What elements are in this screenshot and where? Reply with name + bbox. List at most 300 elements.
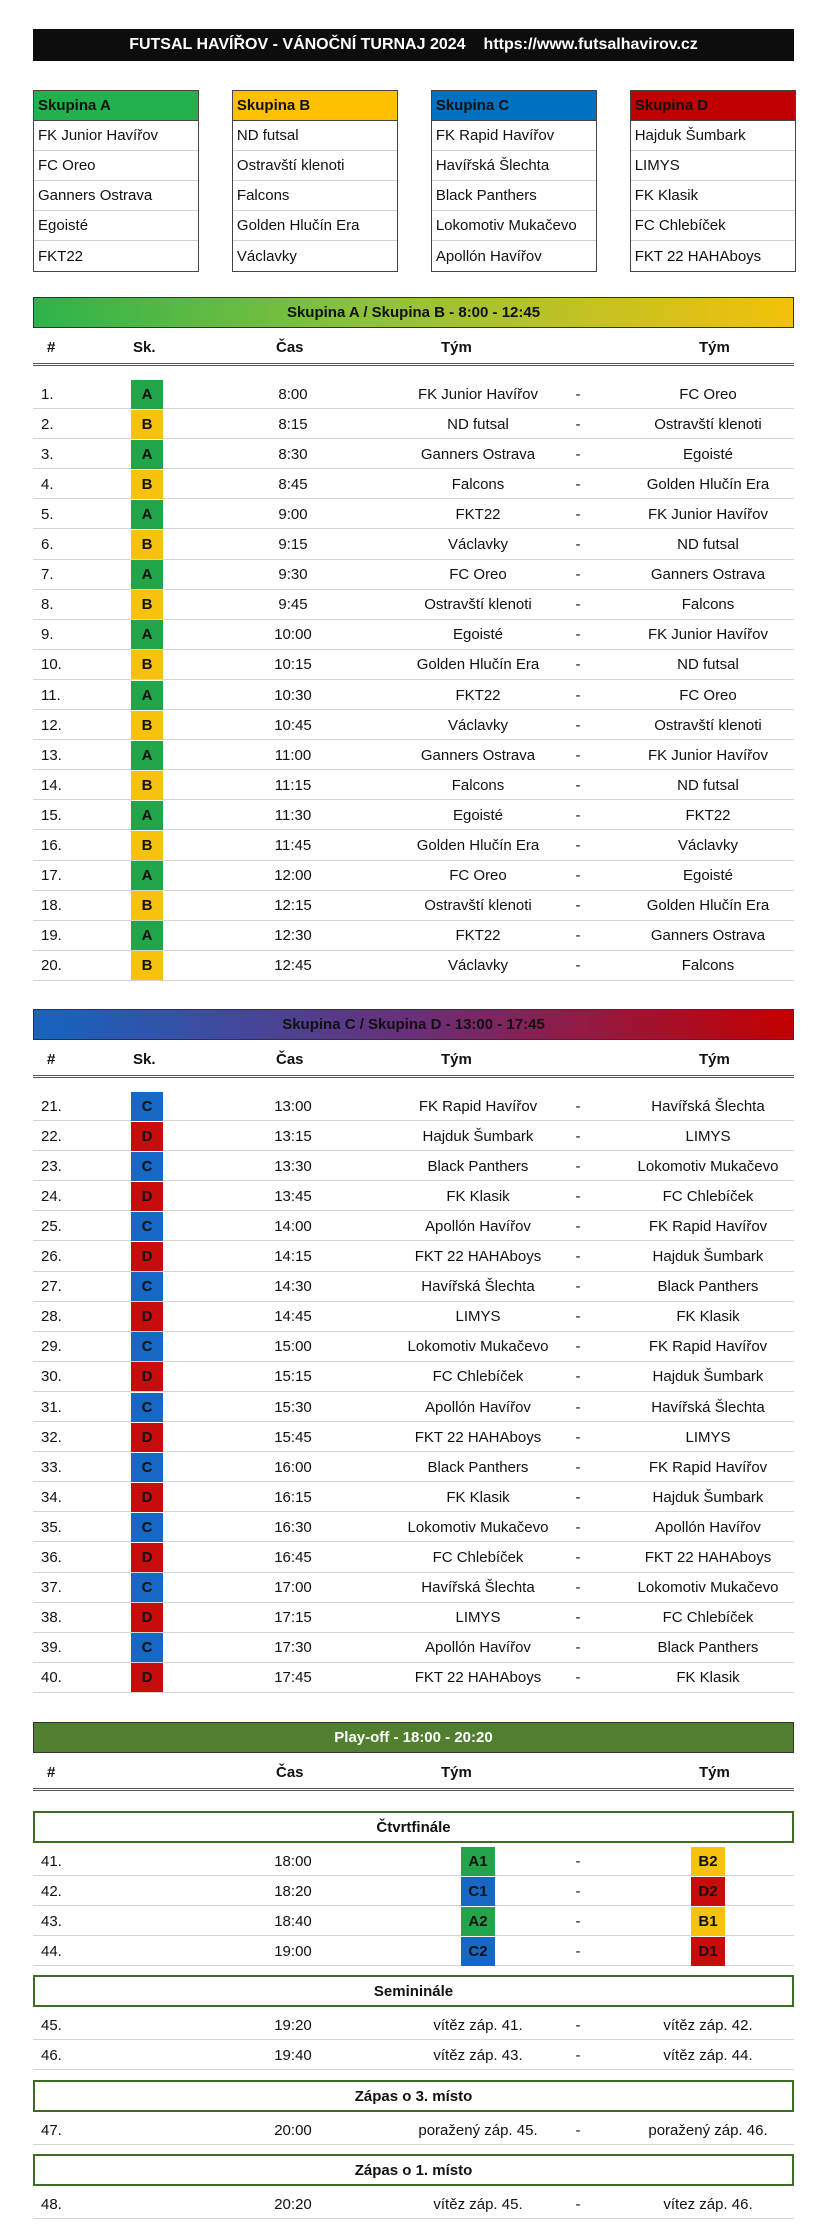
- away-team: Havířská Šlechta: [651, 1398, 765, 1416]
- group-badge: C: [131, 1212, 163, 1241]
- match-row: [33, 1452, 794, 1482]
- seed-badge: A1: [461, 1847, 495, 1876]
- match-time: 17:45: [274, 1669, 312, 1687]
- home-team: Black Panthers: [427, 1157, 529, 1175]
- match-group: [131, 1272, 163, 1302]
- home-team: vítěz záp. 45.: [433, 2195, 523, 2213]
- match-row: [33, 2189, 794, 2219]
- match-number: 3.: [41, 445, 54, 463]
- match-time: 9:30: [278, 566, 308, 584]
- away-team: poražený záp. 46.: [648, 2121, 768, 2139]
- match-group: [131, 1242, 163, 1272]
- match-time: 18:00: [274, 1852, 312, 1870]
- match-group: [131, 1302, 163, 1332]
- away-team: Ostravští klenoti: [654, 415, 762, 433]
- match-number: 16.: [41, 837, 62, 854]
- match-time: 12:30: [274, 927, 312, 945]
- match-number: 10.: [41, 656, 62, 674]
- match-time: 9:45: [278, 596, 308, 614]
- vs-dash: -: [575, 1308, 581, 1326]
- match-number: 23.: [41, 1157, 62, 1175]
- vs-dash: -: [575, 2121, 581, 2139]
- home-team: FKT22: [455, 686, 501, 704]
- match-group: [131, 1482, 163, 1512]
- away-team: FC Oreo: [679, 686, 737, 704]
- match-number: 37.: [41, 1579, 62, 1597]
- match-row: [33, 590, 794, 620]
- match-group: [131, 1452, 163, 1482]
- away-team: LIMYS: [685, 1428, 731, 1446]
- group-badge: C: [131, 1272, 163, 1301]
- seed-badge: C1: [461, 1877, 495, 1906]
- home-team: Egoisté: [452, 806, 504, 824]
- seed-badge: D1: [691, 1937, 725, 1966]
- vs-dash: -: [575, 1248, 581, 1265]
- match-group: [131, 1633, 163, 1663]
- vs-dash: -: [575, 1458, 581, 1476]
- away-team: ND futsal: [677, 656, 739, 674]
- away-team: Egoisté: [682, 867, 734, 885]
- match-time: 13:15: [274, 1127, 312, 1145]
- home-team: FC Oreo: [449, 566, 507, 584]
- match-row: [33, 951, 794, 981]
- match-number: 31.: [41, 1398, 62, 1416]
- match-row: [33, 469, 794, 499]
- away-team: ND futsal: [677, 536, 739, 553]
- match-time: 13:00: [274, 1097, 312, 1115]
- match-group: [131, 1573, 163, 1603]
- home-team: Black Panthers: [427, 1458, 529, 1476]
- away-team: Václavky: [677, 837, 739, 854]
- vs-dash: -: [575, 505, 581, 523]
- match-number: 22.: [41, 1127, 62, 1145]
- vs-dash: -: [575, 656, 581, 674]
- home-team: FKT 22 HAHAboys: [414, 1669, 542, 1687]
- stage-title: Zápas o 1. místo: [33, 2154, 794, 2186]
- section-banner: Play-off - 18:00 - 20:20: [33, 1722, 794, 1753]
- vs-dash: -: [575, 1579, 581, 1597]
- away-team: Ganners Ostrava: [650, 927, 766, 945]
- vs-dash: -: [575, 626, 581, 644]
- match-number: 7.: [41, 566, 54, 584]
- match-time: 10:45: [274, 716, 312, 734]
- match-group: [131, 379, 163, 409]
- seed-badge: A2: [461, 1907, 495, 1936]
- home-team: Václavky: [447, 536, 509, 553]
- group-badge: A: [131, 620, 163, 649]
- match-group: [131, 680, 163, 710]
- col-team1: Tým: [441, 1051, 472, 1068]
- away-team: FC Chlebíček: [662, 1187, 754, 1205]
- away-team: FKT22: [685, 806, 731, 824]
- match-group: [131, 1663, 163, 1693]
- match-number: 24.: [41, 1187, 62, 1205]
- match-row: [33, 1332, 794, 1362]
- col-group: Sk.: [133, 1051, 156, 1068]
- match-row: [33, 891, 794, 921]
- match-row: [33, 1936, 794, 1966]
- match-number: 5.: [41, 505, 54, 523]
- away-team: ND futsal: [677, 776, 739, 794]
- match-group: [131, 891, 163, 921]
- group-team: FK Junior Havířov: [34, 121, 198, 151]
- match-number: 12.: [41, 716, 62, 734]
- away-team: FK Klasik: [676, 1308, 740, 1326]
- col-team1: Tým: [441, 1764, 472, 1781]
- match-time: 16:15: [274, 1488, 312, 1506]
- match-time: 15:15: [274, 1368, 312, 1386]
- away-team: Falcons: [681, 596, 735, 614]
- vs-dash: -: [575, 475, 581, 493]
- match-group: [131, 409, 163, 439]
- group-badge: B: [131, 530, 163, 559]
- vs-dash: -: [575, 806, 581, 824]
- away-team: Ostravští klenoti: [654, 716, 762, 734]
- match-number: 8.: [41, 596, 54, 614]
- group-badge: D: [131, 1543, 163, 1572]
- col-group: Sk.: [133, 339, 156, 356]
- match-time: 17:15: [274, 1609, 312, 1627]
- match-time: 20:00: [274, 2121, 312, 2139]
- home-team: ND futsal: [447, 415, 509, 433]
- match-row: [33, 499, 794, 529]
- match-row: [33, 1242, 794, 1272]
- match-number: 4.: [41, 475, 54, 493]
- match-time: 19:00: [274, 1942, 312, 1960]
- home-team: FC Chlebíček: [432, 1549, 524, 1566]
- home-team: Lokomotiv Mukačevo: [407, 1518, 549, 1536]
- match-time: 17:30: [274, 1639, 312, 1657]
- away-team: vítěz záp. 44.: [663, 2046, 753, 2064]
- away-team: Ganners Ostrava: [650, 566, 766, 584]
- group-team: Hajduk Šumbark: [631, 121, 795, 151]
- match-number: 44.: [41, 1942, 62, 1960]
- vs-dash: -: [575, 1882, 581, 1900]
- group-team: FK Rapid Havířov: [432, 121, 596, 151]
- group-badge: C: [131, 1393, 163, 1422]
- col-team2: Tým: [699, 1764, 730, 1781]
- group-team: FKT22: [38, 247, 84, 265]
- match-number: 43.: [41, 1912, 62, 1930]
- match-row: [33, 1181, 794, 1211]
- vs-dash: -: [575, 566, 581, 584]
- match-number: 28.: [41, 1308, 62, 1326]
- match-time: 15:30: [274, 1398, 312, 1416]
- stage-title: Semininále: [33, 1975, 794, 2007]
- match-row: [33, 620, 794, 650]
- match-group: [131, 831, 163, 861]
- group-badge: A: [131, 500, 163, 529]
- match-row: [33, 921, 794, 951]
- home-team: Golden Hlučín Era: [416, 656, 540, 674]
- match-group: [131, 620, 163, 650]
- col-num: #: [47, 1051, 56, 1068]
- match-row: [33, 1121, 794, 1151]
- home-team: Ganners Ostrava: [420, 746, 536, 764]
- group-badge: B: [131, 831, 163, 860]
- away-team: FK Rapid Havířov: [648, 1338, 768, 1356]
- group-badge: A: [131, 741, 163, 770]
- match-row: [33, 1482, 794, 1512]
- match-row: [33, 1633, 794, 1663]
- match-number: 6.: [41, 536, 54, 553]
- match-number: 42.: [41, 1882, 62, 1900]
- home-team: Apollón Havířov: [425, 1639, 531, 1657]
- match-row: [33, 2040, 794, 2070]
- match-number: 1.: [41, 385, 54, 403]
- group-team: Ostravští klenoti: [233, 151, 397, 181]
- match-time: 9:00: [278, 505, 308, 523]
- group-header: Skupina B: [233, 91, 397, 121]
- match-group: [131, 710, 163, 740]
- away-team: FC Chlebíček: [662, 1609, 754, 1627]
- away-team: [613, 1876, 803, 1906]
- group-team: Ganners Ostrava: [34, 181, 198, 211]
- match-row: [33, 861, 794, 891]
- match-row: [33, 2010, 794, 2040]
- col-num: #: [47, 1764, 56, 1781]
- group-team: FC Chlebíček: [631, 211, 795, 241]
- away-team: Black Panthers: [657, 1639, 759, 1657]
- match-number: 36.: [41, 1549, 62, 1566]
- match-group: [131, 469, 163, 499]
- vs-dash: -: [575, 1157, 581, 1175]
- match-time: 10:30: [274, 686, 312, 704]
- match-row: [33, 439, 794, 469]
- column-header-row: [33, 1040, 794, 1078]
- away-team: Egoisté: [682, 445, 734, 463]
- match-number: 34.: [41, 1488, 62, 1506]
- match-row: [33, 1151, 794, 1181]
- vs-dash: -: [575, 2195, 581, 2213]
- away-team: Golden Hlučín Era: [646, 897, 770, 915]
- vs-dash: -: [575, 716, 581, 734]
- home-team: FC Oreo: [449, 867, 507, 885]
- match-number: 29.: [41, 1338, 62, 1356]
- match-number: 32.: [41, 1428, 62, 1446]
- vs-dash: -: [575, 536, 581, 553]
- home-team: Apollón Havířov: [425, 1398, 531, 1416]
- away-team: FK Junior Havířov: [647, 746, 769, 764]
- section-banner: Skupina C / Skupina D - 13:00 - 17:45: [33, 1009, 794, 1040]
- match-time: 10:15: [274, 656, 312, 674]
- home-team: FKT 22 HAHAboys: [414, 1428, 542, 1446]
- home-team: FK Klasik: [446, 1488, 510, 1506]
- group-badge: D: [131, 1122, 163, 1151]
- group-team: Black Panthers: [432, 181, 596, 211]
- home-team: Golden Hlučín Era: [416, 837, 540, 854]
- match-row: [33, 1211, 794, 1241]
- match-row: [33, 1573, 794, 1603]
- group-team: FK Klasik: [631, 181, 795, 211]
- tournament-title-bar: [33, 29, 794, 61]
- seed-badge: B1: [691, 1907, 725, 1936]
- stage-title: Čtvrtfinále: [33, 1811, 794, 1843]
- vs-dash: -: [575, 686, 581, 704]
- match-row: [33, 800, 794, 830]
- match-time: 8:45: [278, 475, 308, 493]
- seed-badge: B2: [691, 1847, 725, 1876]
- match-row: [33, 1392, 794, 1422]
- match-group: [131, 861, 163, 891]
- away-team: Falcons: [681, 957, 735, 975]
- match-group: [131, 1422, 163, 1452]
- group-box: [33, 90, 199, 272]
- group-badge: D: [131, 1242, 163, 1271]
- match-group: [131, 770, 163, 800]
- match-time: 8:30: [278, 445, 308, 463]
- home-team: FK Rapid Havířov: [418, 1097, 538, 1115]
- vs-dash: -: [575, 1639, 581, 1657]
- vs-dash: -: [575, 385, 581, 403]
- col-team1: Tým: [441, 339, 472, 356]
- column-header-row: [33, 328, 794, 366]
- col-team2: Tým: [699, 1051, 730, 1068]
- home-team: FKT 22 HAHAboys: [414, 1248, 542, 1265]
- vs-dash: -: [575, 445, 581, 463]
- vs-dash: -: [575, 927, 581, 945]
- match-row: [33, 1302, 794, 1332]
- vs-dash: -: [575, 1278, 581, 1296]
- match-group: [131, 560, 163, 590]
- match-group: [131, 1362, 163, 1392]
- away-team: Black Panthers: [657, 1278, 759, 1296]
- away-team: [613, 1846, 803, 1876]
- group-badge: C: [131, 1453, 163, 1482]
- match-group: [131, 921, 163, 951]
- match-number: 35.: [41, 1518, 62, 1536]
- home-team: vítěz záp. 43.: [433, 2046, 523, 2064]
- group-box: [232, 90, 398, 272]
- home-team: LIMYS: [455, 1308, 501, 1326]
- group-team: ND futsal: [233, 121, 397, 151]
- match-group: [131, 439, 163, 469]
- vs-dash: -: [575, 1338, 581, 1356]
- group-badge: C: [131, 1332, 163, 1361]
- match-row: [33, 831, 794, 861]
- group-team: Lokomotiv Mukačevo: [432, 211, 596, 241]
- match-number: 26.: [41, 1248, 62, 1265]
- group-badge: B: [131, 590, 163, 619]
- group-badge: A: [131, 440, 163, 469]
- match-number: 39.: [41, 1639, 62, 1657]
- group-badge: B: [131, 650, 163, 679]
- group-badge: B: [131, 410, 163, 439]
- match-number: 11.: [41, 686, 61, 704]
- match-number: 13.: [41, 746, 62, 764]
- home-team: FKT22: [455, 927, 501, 945]
- match-row: [33, 560, 794, 590]
- group-badge: B: [131, 771, 163, 800]
- group-badge: C: [131, 1633, 163, 1662]
- home-team: Ostravští klenoti: [424, 897, 532, 915]
- match-row: [33, 1876, 794, 1906]
- group-team: Havířská Šlechta: [432, 151, 596, 181]
- home-team: FKT22: [455, 505, 501, 523]
- match-time: 18:40: [274, 1912, 312, 1930]
- match-time: 15:45: [274, 1428, 312, 1446]
- match-time: 19:40: [274, 2046, 312, 2064]
- match-row: [33, 1603, 794, 1633]
- match-group: [131, 800, 163, 830]
- match-number: 46.: [41, 2046, 62, 2064]
- match-row: [33, 379, 794, 409]
- match-row: [33, 1272, 794, 1302]
- home-team: Ganners Ostrava: [420, 445, 536, 463]
- group-badge: A: [131, 801, 163, 830]
- match-group: [131, 1603, 163, 1633]
- match-group: [131, 1211, 163, 1241]
- away-team: FC Oreo: [679, 385, 737, 403]
- vs-dash: -: [575, 596, 581, 614]
- away-team: Hajduk Šumbark: [652, 1488, 764, 1506]
- group-team: Golden Hlučín Era: [233, 211, 397, 241]
- match-row: [33, 1362, 794, 1392]
- section-banner: Skupina A / Skupina B - 8:00 - 12:45: [33, 297, 794, 328]
- match-row: [33, 1663, 794, 1693]
- away-team: vítěz záp. 42.: [663, 2016, 753, 2034]
- match-group: [131, 951, 163, 981]
- match-number: 48.: [41, 2195, 62, 2213]
- match-time: 18:20: [274, 1882, 312, 1900]
- match-time: 10:00: [274, 626, 312, 644]
- group-badge: B: [131, 470, 163, 499]
- match-row: [33, 1543, 794, 1573]
- group-badge: B: [131, 951, 163, 980]
- match-time: 11:00: [274, 746, 312, 764]
- col-time: Čas: [276, 339, 304, 356]
- match-number: 40.: [41, 1669, 62, 1687]
- home-team: Havířská Šlechta: [421, 1579, 535, 1597]
- match-number: 25.: [41, 1217, 62, 1235]
- group-badge: C: [131, 1152, 163, 1181]
- match-group: [131, 650, 163, 680]
- home-team: Václavky: [447, 716, 509, 734]
- match-group: [131, 1151, 163, 1181]
- group-badge: A: [131, 861, 163, 890]
- vs-dash: -: [575, 415, 581, 433]
- match-time: 15:00: [274, 1338, 312, 1356]
- group-team: Apollón Havířov: [435, 247, 542, 265]
- group-badge: C: [131, 1513, 163, 1542]
- away-team: FK Junior Havířov: [647, 626, 769, 644]
- home-team: FC Chlebíček: [432, 1368, 524, 1386]
- away-team: LIMYS: [685, 1127, 731, 1145]
- match-time: 14:00: [274, 1217, 312, 1235]
- group-team: Egoisté: [34, 211, 198, 241]
- col-team2: Tým: [699, 339, 730, 356]
- match-time: 16:00: [274, 1458, 312, 1476]
- match-number: 45.: [41, 2016, 62, 2034]
- match-group: [131, 1121, 163, 1151]
- match-number: 15.: [41, 806, 62, 824]
- group-team: LIMYS: [631, 151, 795, 181]
- group-badge: D: [131, 1603, 163, 1632]
- vs-dash: -: [575, 1669, 581, 1687]
- match-time: 17:00: [274, 1579, 312, 1597]
- match-row: [33, 1422, 794, 1452]
- away-team: [613, 1906, 803, 1936]
- away-team: Hajduk Šumbark: [652, 1368, 764, 1386]
- match-row: [33, 2115, 794, 2145]
- match-number: 41.: [41, 1852, 62, 1870]
- match-number: 38.: [41, 1609, 62, 1627]
- home-team: poražený záp. 45.: [418, 2121, 538, 2139]
- seed-badge: D2: [691, 1877, 725, 1906]
- match-row: [33, 710, 794, 740]
- match-time: 12:15: [274, 897, 312, 915]
- match-time: 16:30: [274, 1518, 312, 1536]
